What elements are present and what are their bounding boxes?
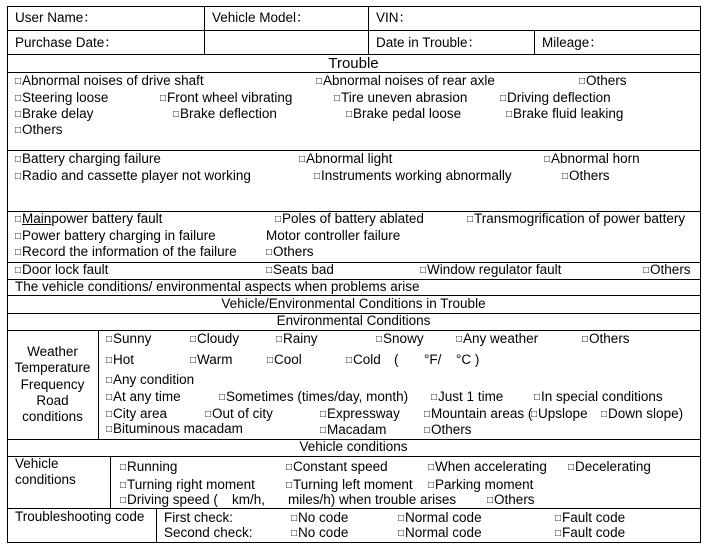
checkbox-item[interactable]: □ Hot [106, 352, 134, 370]
first-check-label: First check: [164, 510, 234, 525]
checkbox-item[interactable]: □ Others [266, 244, 314, 262]
purchase-date-label: Purchase Date： [15, 35, 118, 50]
checkbox-item[interactable]: □ Constant speed [286, 459, 388, 477]
checkbox-item[interactable]: □ Cloudy [190, 331, 239, 349]
checkbox-item[interactable]: □ Just 1 time [431, 389, 503, 407]
checkbox-item[interactable]: □ Running [120, 459, 177, 477]
checkbox-item[interactable]: □ Others [487, 492, 535, 510]
checkbox-item[interactable]: □ Others [579, 73, 627, 91]
checkbox-item[interactable]: □ In special conditions [534, 389, 663, 407]
rule [534, 30, 535, 54]
checkbox-item[interactable]: □ Others [15, 122, 63, 140]
checkbox-item[interactable]: □ Abnormal horn [544, 151, 640, 169]
checkbox-item[interactable]: □ Warm [190, 352, 233, 370]
checkbox-item[interactable]: □ Radio and cassette player not working [15, 168, 251, 186]
mileage-label: Mileage： [542, 35, 603, 50]
checkbox-item[interactable]: □ Driving speed ( [120, 492, 218, 510]
checkbox-item[interactable]: □ No code [291, 510, 348, 528]
checkbox-item[interactable]: □ Abnormal noises of rear axle [316, 73, 495, 91]
rule [204, 6, 205, 54]
checkbox-item[interactable]: □ Turning left moment [286, 477, 413, 495]
rule [368, 6, 369, 54]
checkbox-item[interactable]: □ Others [582, 331, 630, 349]
env-label: conditions [22, 409, 83, 424]
checkbox-item[interactable]: □ Expressway [320, 406, 400, 424]
checkbox-item[interactable]: □ Transmogrification of power battery [467, 211, 685, 229]
mainpower-rest: power battery fault [51, 211, 163, 226]
trouble-title: Trouble [328, 55, 379, 72]
checkbox-item[interactable]: □ Brake deflection [173, 106, 277, 124]
checkbox-item[interactable]: □ Any weather [456, 331, 538, 349]
env-label: Weather [27, 344, 78, 359]
checkbox-item[interactable]: □ Poles of battery ablated [275, 211, 424, 229]
checkbox-item[interactable]: □ Battery charging failure [15, 151, 161, 169]
checkbox-item[interactable]: □ Steering loose [15, 90, 108, 108]
checkbox-item[interactable]: □ Cool [267, 352, 302, 370]
checkbox-item[interactable]: □ Normal code [398, 525, 482, 543]
checkbox-item[interactable]: □ Down slope) [601, 406, 683, 424]
checkbox-item[interactable]: □ Others [562, 168, 610, 186]
conditions-note: The vehicle conditions/ environmental aspects when problems arise [15, 279, 420, 294]
checkbox-item[interactable]: □ City area [106, 406, 167, 424]
checkbox-item[interactable]: □ No code [291, 525, 348, 543]
rule [156, 508, 157, 542]
troubleshooting-label: Troubleshooting code [15, 509, 145, 524]
rule [700, 6, 701, 543]
rule [7, 30, 700, 31]
checkbox-item[interactable]: □ At any time [106, 389, 181, 407]
checkbox-item[interactable]: □ Brake fluid leaking [506, 106, 623, 124]
checkbox-item[interactable]: □ Others [643, 262, 691, 280]
checkbox-item[interactable]: □ Snowy [376, 331, 424, 349]
rule [7, 262, 700, 263]
env-label: Frequency [20, 377, 85, 392]
checkbox-item[interactable]: □ Bituminous macadam [106, 421, 243, 439]
checkbox-item[interactable]: □ Others [424, 422, 472, 440]
checkbox-item[interactable]: Motor controller failure [266, 228, 401, 243]
checkbox-item[interactable]: □ Fault code [555, 510, 625, 528]
speed-unit-miles: miles/h) when trouble arises [288, 492, 457, 507]
checkbox-item[interactable]: □ Window regulator fault [420, 262, 561, 280]
vehicle-model-label: Vehicle Model： [212, 10, 310, 25]
rule [7, 6, 700, 7]
checkbox-item[interactable]: □ Rainy [276, 331, 318, 349]
checkbox-item[interactable]: □ Normal code [398, 510, 482, 528]
checkbox-item[interactable]: □ Power battery charging in failure [15, 228, 216, 246]
user-name-label: User Name： [15, 10, 97, 25]
checkbox-item[interactable]: □ Front wheel vibrating [160, 90, 292, 108]
checkbox-item[interactable]: □ Driving deflection [500, 90, 611, 108]
checkbox-item[interactable]: □ Sometimes (times/day, month) [219, 389, 408, 407]
checkbox-item[interactable]: □ Sunny [106, 331, 151, 349]
vin-label: VIN： [376, 10, 413, 25]
checkbox-item[interactable]: □ Turning right moment [120, 477, 255, 495]
checkbox-item[interactable]: □ Out of city [205, 406, 273, 424]
checkbox-item[interactable]: □ Brake delay [15, 106, 93, 124]
checkbox-item-mainpower[interactable] [15, 211, 162, 229]
second-check-label: Second check: [164, 525, 253, 540]
veh-cond-label: conditions [15, 472, 76, 487]
checkbox-item[interactable]: □ Abnormal light [299, 151, 392, 169]
temp-celsius: °C ) [456, 352, 480, 367]
speed-unit-km: km/h, [232, 492, 266, 507]
checkbox-item[interactable]: □ Mountain areas ( [424, 406, 532, 424]
date-in-trouble-label: Date in Trouble： [376, 35, 482, 50]
env-label: Temperature [14, 360, 91, 375]
checkbox-item[interactable]: □ Record the information of the failure [15, 244, 237, 262]
mainpower-prefix: Main [22, 211, 52, 226]
veh-cond-label: Vehicle [15, 456, 59, 471]
checkbox-item[interactable]: □ Upslope [531, 406, 588, 424]
checkbox-item[interactable]: □ Door lock fault [15, 262, 108, 280]
checkbox-item[interactable]: □ Cold [346, 352, 381, 370]
checkbox-item[interactable]: □ Tire uneven abrasion [334, 90, 467, 108]
checkbox-item[interactable]: □ Any condition [106, 372, 194, 390]
vec-title: Vehicle/Environmental Conditions in Trouble [221, 296, 486, 311]
rule [110, 456, 111, 508]
checkbox-item[interactable]: □ Fault code [555, 525, 625, 543]
checkbox-item[interactable]: □ Macadam [320, 422, 386, 440]
checkbox-item[interactable]: □ When accelerating [428, 459, 547, 477]
temp-fahrenheit: °F/ [424, 352, 442, 367]
temp-paren: ( [394, 352, 399, 367]
checkbox-item[interactable]: □ Brake pedal loose [346, 106, 461, 124]
veh-cond-title: Vehicle conditions [299, 439, 408, 454]
env-title: Environmental Conditions [276, 313, 431, 328]
checkbox-item[interactable]: □ Parking moment [428, 477, 533, 495]
checkbox-item[interactable]: □ Seats bad [266, 262, 334, 280]
checkbox-item[interactable]: □ Abnormal noises of drive shaft [15, 73, 204, 91]
rule [98, 330, 99, 439]
checkbox-item[interactable]: □ Decelerating [568, 459, 651, 477]
checkbox-item[interactable]: □ Instruments working abnormally [314, 168, 512, 186]
rule [7, 6, 8, 543]
env-label: Road [36, 393, 69, 408]
